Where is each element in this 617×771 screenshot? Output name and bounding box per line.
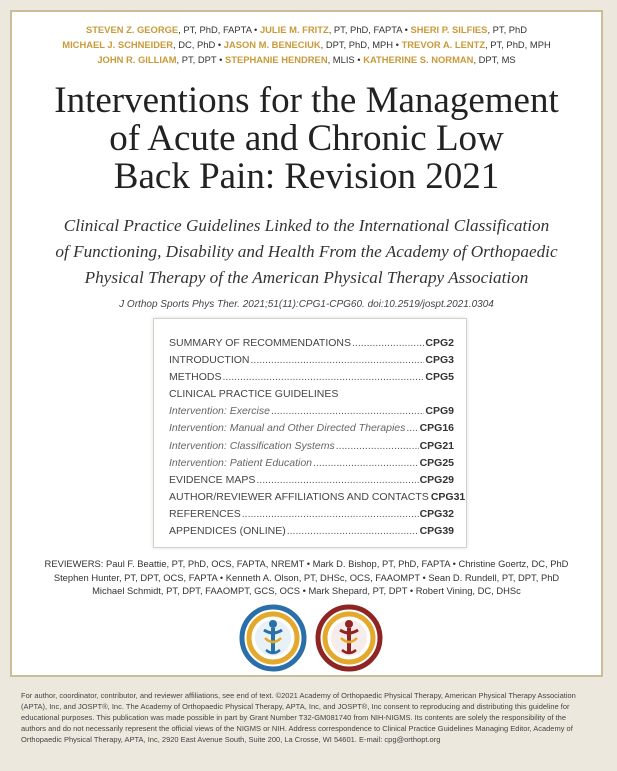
author-line: MICHAEL J. SCHNEIDER, DC, PhD • JASON M. BENECIUK, DPT, PhD, MPH • TREVOR A. LENTZ, PT, PhD, MPH [62,39,551,50]
reviewers-line: Stephen Hunter, PT, DPT, OCS, FAPTA • Kenneth A. Olson, PT, DHSc, OCS, FAAOMPT • Sean D. Rundell, PT, DPT, PhD [53,571,560,583]
cover-frame [10,10,603,677]
footer-line: Orthopaedic Physical Therapy, APTA, Inc, 2920 East Avenue South, Suite 200, La Crosse, WI 54601. E-mail: cpg@orthopt.org [21,735,441,744]
toc-leader [256,472,418,489]
toc-item-affiliations[interactable] [169,489,466,506]
toc-section-heading [169,386,454,403]
toc-item-summary[interactable] [169,335,454,352]
title-line: of Acute and Chronic Low [109,118,504,159]
toc-item-label: APPENDICES (ONLINE) [169,525,286,538]
author-name: MICHAEL J. SCHNEIDER [62,39,174,50]
toc-leader [336,438,419,455]
author-name: JULIE M. FRITZ [259,24,329,35]
toc-item-label: METHODS [169,371,222,384]
toc-item-label: REFERENCES [169,507,241,520]
toc-leader [313,455,419,472]
footer-line: For author, coordinator, contributor, and reviewer affiliations, see end of text. ©2021 Academy of Orthopaedic Physical Therapy, American Physical Therapy Association [21,691,576,700]
table-of-contents [153,318,467,548]
subtitle-line: Clinical Practice Guidelines Linked to the International Classification [63,216,550,235]
toc-item-label: EVIDENCE MAPS [169,473,256,486]
toc-item-page: CPG21 [419,439,454,452]
toc-item-label: INTRODUCTION [169,354,250,367]
reviewers-line: REVIEWERS: Paul F. Beattie, PT, PhD, OCS, FAPTA, NREMT • Mark D. Bishop, PT, PhD, FAPTA • Christine Goertz, DC, PhD [44,558,569,569]
footer-line: (APTA), Inc, and JOSPT®, Inc. The Academy of Orthopaedic Physical Therapy, APTA, Inc, and JOSPT®, Inc consent to reproducing and distributing this guideline for [21,702,570,711]
subtitle-line: of Functioning, Disability and Health From the Academy of Orthopaedic [55,242,558,261]
author-name: JASON M. BENECIUK [223,39,321,50]
reviewers-line: Michael Schmidt, PT, DPT, FAAOMPT, GCS, OCS • Mark Shepard, PT, DPT • Robert Vining, DC, DHSc [92,585,521,596]
toc-item-page: CPG9 [425,405,454,418]
reviewers [12,557,601,598]
logo-row [12,604,601,674]
footer-line: authors and do not necessarily represent the official views of the NIGMS or NIH. Address correspondence to Clinical Practice Guidelines Managing Editor, Academy of [21,724,573,733]
toc-leader [223,369,425,386]
toc-item-page: CPG25 [419,456,454,469]
footer-line: educational purposes. This publication was made possible in part by Grant Number T32-GM081740 from NIH-NIGMS. Its contents are solely the responsibility of the [21,713,566,722]
toc-item-classification-systems[interactable] [169,438,454,455]
aopt-logo-red-icon [315,604,383,672]
toc-item-label: CLINICAL PRACTICE GUIDELINES [169,388,339,401]
title-line: Back Pain: Revision 2021 [113,156,500,197]
toc-item-references[interactable] [169,506,454,523]
author-name: TREVOR A. LENTZ [401,39,486,50]
author-credentials: , MLIS [327,54,355,65]
toc-item-label: Intervention: Classification Systems [169,439,335,452]
author-credentials: , PT, PhD, FAPTA [328,24,402,35]
author-name: KATHERINE S. NORMAN [363,54,474,65]
author-credentials: , PT, PhD [487,24,528,35]
toc-leader [352,335,424,352]
author-name: STEVEN Z. GEORGE [85,24,179,35]
toc-leader [271,403,424,420]
author-credentials: , PT, DPT [176,54,217,65]
toc-item-introduction[interactable] [169,352,454,369]
toc-item-page: CPG32 [419,507,454,520]
toc-item-page: CPG3 [425,354,454,367]
toc-item-label: Intervention: Patient Education [169,456,313,469]
document-title [12,82,601,196]
toc-item-page: CPG2 [425,337,454,349]
toc-item-exercise[interactable] [169,403,454,420]
toc-leader [406,420,418,437]
author-credentials: , PT, PhD, FAPTA [178,24,252,35]
author-credentials: , DPT, MS [473,54,516,65]
toc-item-appendices[interactable] [169,523,454,540]
toc-item-evidence-maps[interactable] [169,472,454,489]
toc-item-page: CPG39 [419,525,454,538]
copyright-footer [21,690,598,745]
author-name: JOHN R. GILLIAM [97,54,177,65]
toc-leader [242,506,419,523]
author-list [12,22,601,67]
toc-leader [251,352,425,369]
author-name: SHERI P. SILFIES [410,24,488,35]
author-credentials: , DPT, PhD, MPH [320,39,394,50]
toc-item-page: CPG5 [425,371,454,384]
author-credentials: , PT, PhD, MPH [485,39,551,50]
document-subtitle [12,213,601,291]
toc-item-label: Intervention: Exercise [169,405,270,418]
author-line: JOHN R. GILLIAM, PT, DPT • STEPHANIE HENDREN, MLIS • KATHERINE S. NORMAN, DPT, MS [97,54,516,65]
toc-item-page: CPG31 [430,490,466,503]
author-line: STEVEN Z. GEORGE, PT, PhD, FAPTA • JULIE M. FRITZ, PT, PhD, FAPTA • SHERI P. SILFIES, PT, PhD [85,24,528,35]
citation: J Orthop Sports Phys Ther. 2021;51(11):CPG1-CPG60. doi:10.2519/jospt.2021.0304 [119,299,494,310]
author-name: STEPHANIE HENDREN [224,54,328,65]
author-credentials: , DC, PhD [173,39,216,50]
toc-item-manual-therapies[interactable] [169,420,454,437]
toc-item-page: CPG29 [419,473,454,486]
toc-item-label: SUMMARY OF RECOMMENDATIONS [169,337,352,349]
title-line: Interventions for the Management [54,80,559,121]
aopt-logo-blue-icon [239,604,307,672]
toc-item-label: Intervention: Manual and Other Directed Therapies [169,422,406,435]
toc-leader [287,523,419,540]
toc-item-label: AUTHOR/REVIEWER AFFILIATIONS AND CONTACTS [169,490,429,503]
toc-item-methods[interactable] [169,369,454,386]
toc-item-page: CPG16 [419,422,454,435]
toc-item-patient-education[interactable] [169,455,454,472]
subtitle-line: Physical Therapy of the American Physical Therapy Association [84,268,529,287]
